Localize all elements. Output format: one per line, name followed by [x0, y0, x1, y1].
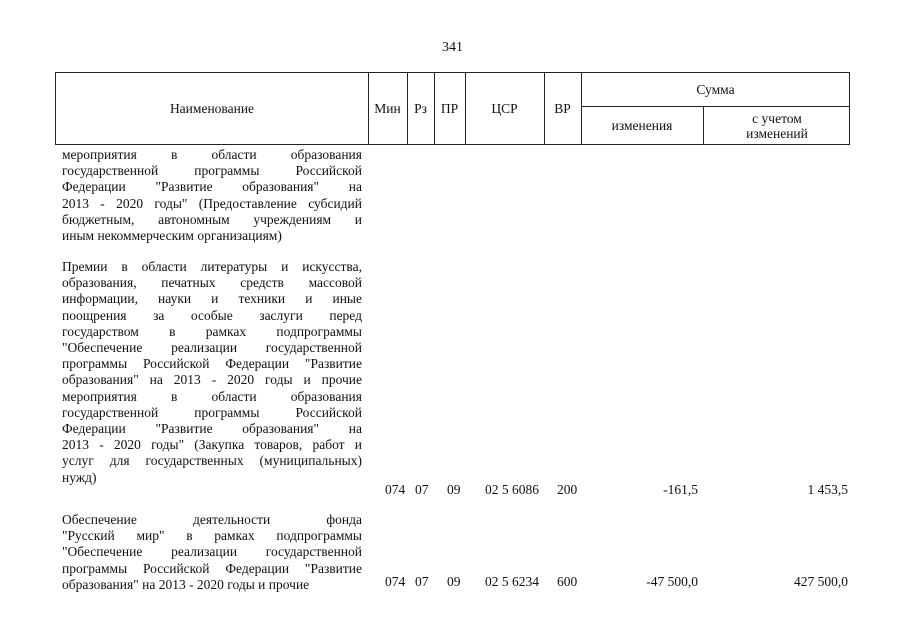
- header-with-change: с учетом изменений: [746, 110, 808, 141]
- row-2-change: -161,5: [663, 482, 698, 497]
- row-1-name: [62, 147, 362, 244]
- row-3-pr: 09: [447, 574, 461, 589]
- header-pr: ПР: [440, 101, 459, 116]
- text-line: услуг для государственных (муниципальных): [62, 453, 362, 469]
- text-line: программы Российской Федерации "Развитие: [62, 560, 362, 576]
- row-2-csr: 02 5 6086: [485, 482, 539, 497]
- text-line: государственной программы Российской: [62, 163, 362, 179]
- header-csr: ЦСР: [491, 101, 518, 116]
- header-min: Мин: [374, 101, 401, 116]
- text-line: государством в рамках подпрограммы: [62, 323, 362, 339]
- row-3-vr: 600: [557, 574, 578, 589]
- header-vr: ВР: [554, 101, 571, 116]
- text-line: образования" на 2013 - 2020 годы и прочие: [62, 576, 310, 592]
- text-line: Обеспечение деятельности фонда: [62, 512, 362, 527]
- text-line: нужд): [62, 469, 97, 485]
- text-line: бюджетным, автономным учреждениям и: [62, 211, 362, 227]
- text-line: "Русский мир" в рамках подпрограммы: [62, 528, 362, 544]
- header-rz: Рз: [414, 101, 427, 116]
- header-change: изменения: [611, 118, 673, 133]
- text-line: Федерации "Развитие образования" на: [62, 421, 362, 437]
- row-2-pr: 09: [447, 482, 461, 497]
- row-3-name: [62, 512, 362, 593]
- row-2-name: [62, 259, 362, 486]
- text-line: мероприятия в области образования: [62, 147, 362, 162]
- row-2-rz: 07: [415, 482, 429, 497]
- row-3-csr: 02 5 6234: [485, 574, 539, 589]
- row-2-with-change: 1 453,5: [807, 482, 848, 497]
- text-line: поощрения за особые заслуги перед: [62, 307, 362, 323]
- text-line: государственной программы Российской: [62, 404, 362, 420]
- row-3-min: 074: [385, 574, 406, 589]
- text-line: Премии в области литературы и искусства,: [62, 259, 362, 274]
- row-2-vr: 200: [557, 482, 578, 497]
- header-sum: Сумма: [696, 82, 735, 97]
- text-line: Федерации "Развитие образования" на: [62, 179, 362, 195]
- table-header: [55, 72, 850, 145]
- page-number: 341: [442, 40, 463, 55]
- text-line: образования" на 2013 - 2020 годы и прочие: [62, 372, 362, 388]
- header-name: Наименование: [169, 101, 255, 116]
- text-line: программы Российской Федерации "Развитие: [62, 356, 362, 372]
- text-line: иным некоммерческим организациям): [62, 228, 282, 244]
- row-2-min: 074: [385, 482, 406, 497]
- text-line: 2013 - 2020 годы" (Предоставление субсидий: [62, 195, 362, 211]
- text-line: "Обеспечение реализации государственной: [62, 340, 362, 356]
- text-line: образования, печатных средств массовой: [62, 275, 362, 291]
- text-line: мероприятия в области образования: [62, 388, 362, 404]
- text-line: 2013 - 2020 годы" (Закупка товаров, работ и: [62, 437, 362, 453]
- row-3-change: -47 500,0: [646, 574, 698, 589]
- row-3-with-change: 427 500,0: [794, 574, 848, 589]
- text-line: информации, науки и техники и иные: [62, 291, 362, 307]
- row-3-rz: 07: [415, 574, 429, 589]
- text-line: "Обеспечение реализации государственной: [62, 544, 362, 560]
